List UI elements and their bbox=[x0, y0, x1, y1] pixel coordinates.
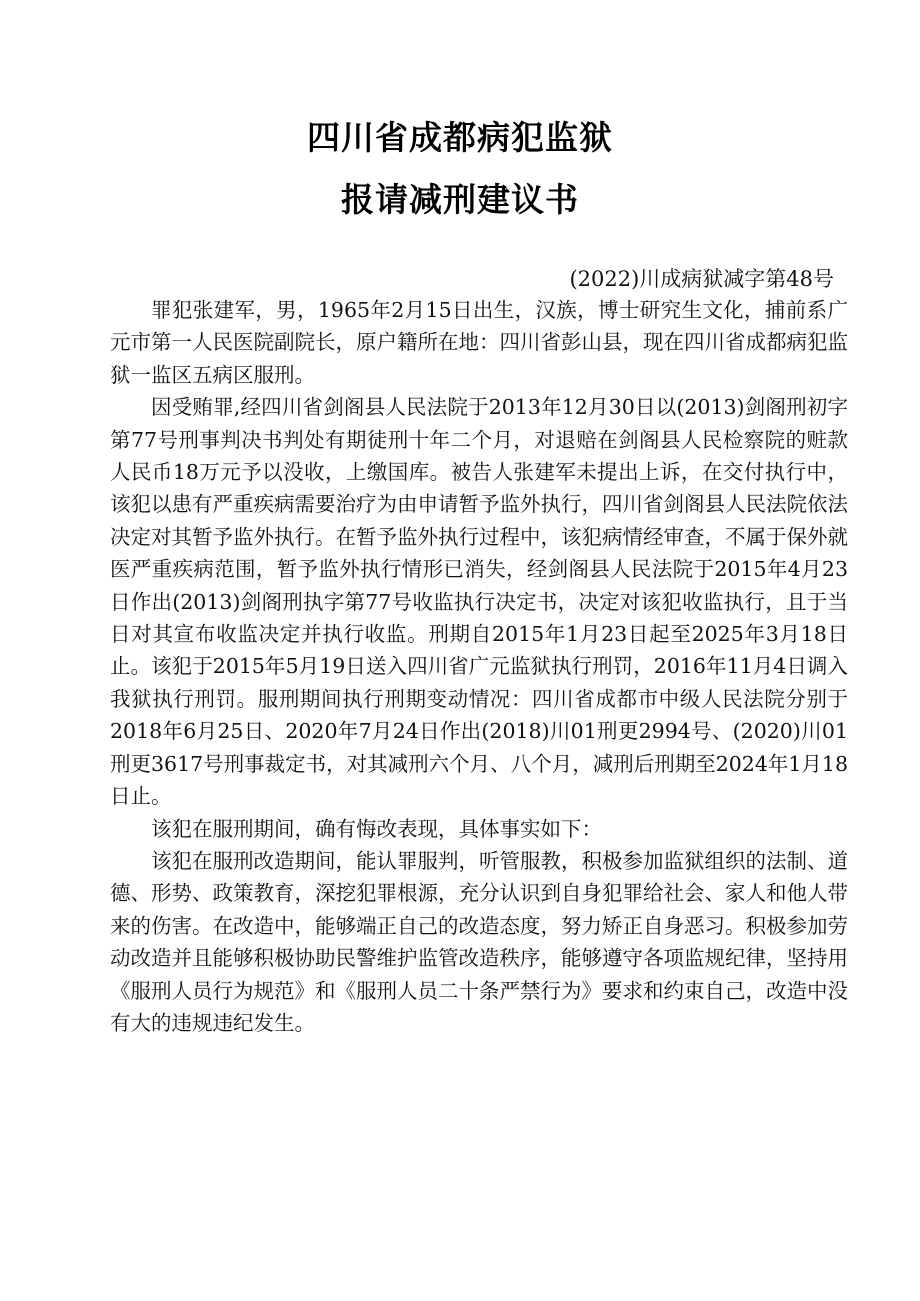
document-title-institution: 四川省成都病犯监狱 bbox=[307, 118, 613, 157]
paragraph-remorse-intro: 该犯在服刑期间，确有悔改表现，具体事实如下： bbox=[151, 816, 602, 841]
document-title-type: 报请减刑建议书 bbox=[341, 180, 579, 219]
paragraph-reform-performance: 该犯在服刑改造期间，能认罪服判，听管服教，积极参加监狱组织的法制、道德、形势、政策教育，深挖犯罪根源，充分认识到自身犯罪给社会、家人和他人带来的伤害。在改造中，能够端正自己的改造态度，努力矫正自身恶习。积极参加劳动改造并且能够积极协助民警维护监管改造秩序，能够遵守各项监规纪律，坚持用《服刑人员行为规范》和《服刑人员二十条严禁行为》要求和约束自己，改造中没有大的违规违纪发生。 bbox=[110, 848, 848, 1035]
document-body bbox=[110, 294, 848, 1039]
paragraph-offender-info: 罪犯张建军，男，1965年2月15日出生，汉族，博士研究生文化，捕前系广元市第一人民医院副院长，原户籍所在地：四川省彭山县，现在四川省成都病犯监狱一监区五病区服刑。 bbox=[110, 298, 848, 387]
paragraph-sentence-history: 因受贿罪,经四川省剑阁县人民法院于2013年12月30日以(2013)剑阁刑初字第77号刑事判决书判处有期徒刑十年二个月，对退赔在剑阁县人民检察院的赃款人民币18万元予以没收，上缴国库。被告人张建军未提出上诉，在交付执行中，该犯以患有严重疾病需要治疗为由申请暂予监外执行，四川省剑阁县人民法院依法决定对其暂予监外执行。在暂予监外执行过程中，该犯病情经审查，不属于保外就医严重疾病范围，暂予监外执行情形已消失，经剑阁县人民法院于2015年4月23日作出(2013)剑阁刑执字第77号收监执行决定书，决定对该犯收监执行，且于当日对其宣布收监决定并执行收监。刑期自2015年1月23日起至2025年3月18日止。该犯于2015年5月19日送入四川省广元监狱执行刑罚，2016年11月4日调入我狱执行刑罚。服刑期间执行刑期变动情况：四川省成都市中级人民法院分别于2018年6月25日、2020年7月24日作出(2018)川01刑更2994号、(2020)川01刑更3617号刑事裁定书，对其减刑六个月、八个月，减刑后刑期至2024年1月18日止。 bbox=[110, 395, 848, 809]
document-number: (2022)川成病狱减字第48号 bbox=[569, 267, 834, 291]
